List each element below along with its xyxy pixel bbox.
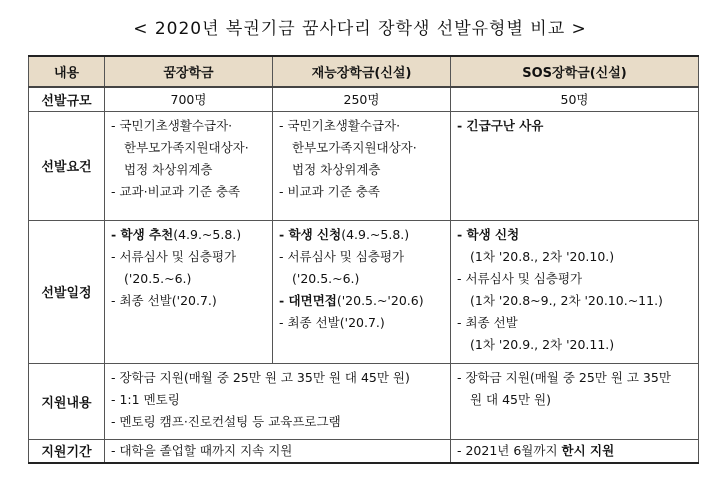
list-item: 법정 차상위계층 <box>292 161 381 177</box>
list-item: - 장학금 지원(매월 중 25만 원 고 35만 원 대 45만 원) <box>111 369 410 385</box>
list-item: - 서류심사 및 심층평가 <box>457 270 583 286</box>
list-item: - 서류심사 및 심층평가 <box>111 248 237 264</box>
list-item: - 장학금 지원(매월 중 25만 원 고 35만 <box>457 369 671 385</box>
list-item: - 국민기초생활수급자· <box>111 117 233 133</box>
list-item: - 최종 선발('20.7.) <box>279 314 385 330</box>
row-label-support: 지원내용 <box>29 363 105 439</box>
list-item: - 국민기초생활수급자· <box>279 117 401 133</box>
list-item: - 최종 선발('20.7.) <box>111 292 217 308</box>
cell-schedule-dream <box>105 220 273 363</box>
list-item <box>279 290 446 312</box>
schedule-date: (4.9.~5.8.) <box>173 226 242 242</box>
schedule-date: ('20.5.~'20.6) <box>336 292 424 308</box>
cell-schedule-talent <box>273 220 451 363</box>
list-item: 한부모가족지원대상자· <box>292 139 417 155</box>
header-category: 내용 <box>29 56 105 87</box>
row-label-scale: 선발규모 <box>29 87 105 111</box>
cell-requirements-dream <box>105 111 273 220</box>
list-item: 한부모가족지원대상자· <box>124 139 249 155</box>
cell-scale-dream: 700명 <box>105 87 273 111</box>
cell-scale-talent: 250명 <box>273 87 451 111</box>
period-text: - 2021년 6월까지 <box>457 442 562 458</box>
cell-support-sos <box>451 363 699 439</box>
cell-schedule-sos <box>451 220 699 363</box>
row-label-schedule: 선발일정 <box>29 220 105 363</box>
list-item: - 멘토링 캠프·진로컨설팅 등 교육프로그램 <box>111 413 341 429</box>
list-item: - 1:1 멘토링 <box>111 391 180 407</box>
schedule-step-bold: - 학생 추천 <box>111 226 174 242</box>
header-talent-scholarship: 재능장학금(신설) <box>273 56 451 87</box>
table-row-schedule <box>29 220 699 363</box>
table-header-row <box>29 56 699 87</box>
header-dream-scholarship: 꿈장학금 <box>105 56 273 87</box>
cell-requirements-sos <box>451 111 699 220</box>
row-label-period: 지원기간 <box>29 439 105 463</box>
cell-requirements-talent <box>273 111 451 220</box>
row-label-requirements: 선발요건 <box>29 111 105 220</box>
list-item: ('20.5.~6.) <box>124 270 192 286</box>
list-item: 원 대 45만 원) <box>470 391 552 407</box>
table-row-scale <box>29 87 699 111</box>
schedule-step-bold: - 학생 신청 <box>279 226 342 242</box>
list-item <box>111 224 268 246</box>
cell-scale-sos: 50명 <box>451 87 699 111</box>
table-row-support <box>29 363 699 439</box>
list-item <box>457 440 694 462</box>
list-item: - 긴급구난 사유 <box>457 117 544 133</box>
list-item: - 교과·비교과 기준 충족 <box>111 183 241 199</box>
period-emphasis: 한시 지원 <box>561 442 615 458</box>
list-item: (1차 '20.8., 2차 '20.10.) <box>470 248 615 264</box>
list-item: (1차 '20.9., 2차 '20.11.) <box>470 336 615 352</box>
list-item: - 대학을 졸업할 때까지 지속 지원 <box>111 442 293 458</box>
schedule-step-bold: - 대면면접 <box>279 292 337 308</box>
cell-support-common <box>105 363 451 439</box>
header-sos-scholarship: SOS장학금(신설) <box>451 56 699 87</box>
page-title: < 2020년 복권기금 꿈사다리 장학생 선발유형별 비교 > <box>133 19 587 39</box>
list-item: (1차 '20.8~9., 2차 '20.10.~11.) <box>470 292 663 308</box>
table-row-period <box>29 439 699 463</box>
table-row-requirements <box>29 111 699 220</box>
list-item: - 학생 신청 <box>457 226 520 242</box>
list-item: ('20.5.~6.) <box>292 270 360 286</box>
list-item: - 비교과 기준 충족 <box>279 183 380 199</box>
cell-period-sos <box>451 439 699 463</box>
comparison-table <box>28 55 699 464</box>
schedule-date: (4.9.~5.8.) <box>341 226 410 242</box>
cell-period-common <box>105 439 451 463</box>
list-item: - 최종 선발 <box>457 314 518 330</box>
list-item <box>279 224 446 246</box>
list-item: - 서류심사 및 심층평가 <box>279 248 405 264</box>
list-item: 법정 차상위계층 <box>124 161 213 177</box>
